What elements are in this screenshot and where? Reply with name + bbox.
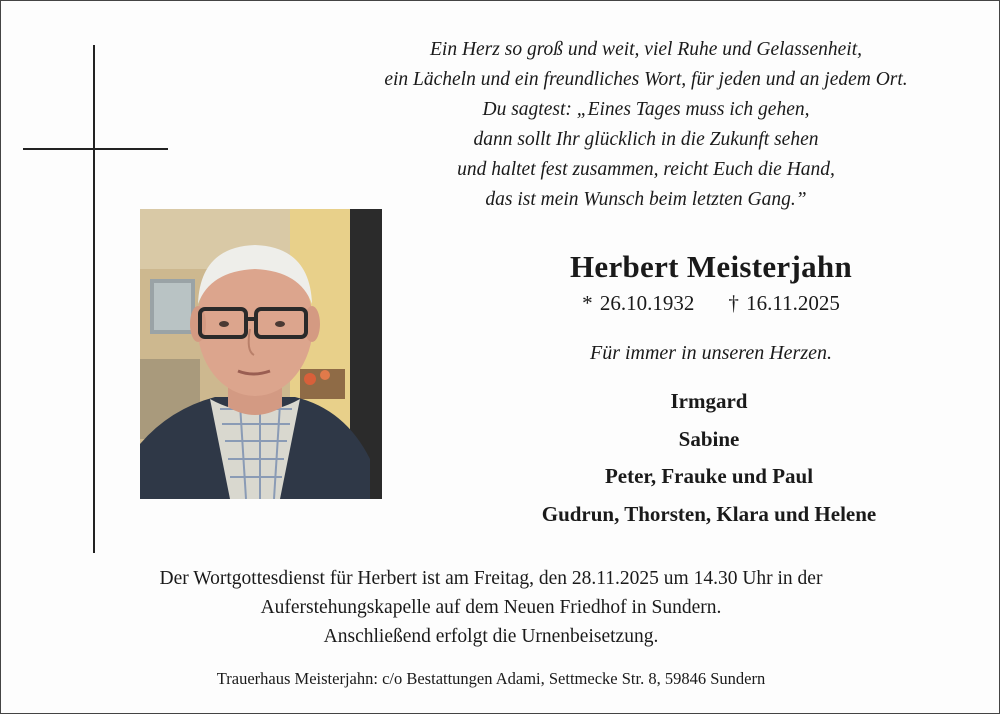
poem-line: dann sollt Ihr glücklich in die Zukunft sehen [473, 129, 819, 150]
life-dates [481, 291, 941, 316]
family-list [459, 383, 959, 533]
poem-line: Ein Herz so groß und weit, viel Ruhe und Gelassenheit, [429, 39, 862, 60]
poem [301, 35, 991, 215]
family-member: Irmgard [670, 389, 748, 413]
deceased-name: Herbert Meisterjahn [569, 249, 852, 284]
death-date: † 16.11.2025 [728, 291, 840, 315]
family-member: Gudrun, Thorsten, Klara und Helene [541, 501, 877, 526]
motto: Für immer in unseren Herzen. [589, 342, 832, 364]
portrait-photo [140, 209, 382, 499]
service-info [41, 564, 941, 651]
family-member: Sabine [678, 426, 740, 451]
poem-line: das ist mein Wunsch beim letzten Gang.” [485, 189, 807, 210]
birth-date: * 26.10.1932 [582, 291, 695, 315]
cross-horizontal-bar [23, 148, 168, 150]
service-line: Anschließend erfolgt die Urnenbeisetzung. [323, 626, 659, 647]
poem-line: und haltet fest zusammen, reicht Euch die Hand, [457, 159, 835, 180]
poem-line: ein Lächeln und ein freundliches Wort, für jeden und an jedem Ort. [384, 69, 908, 90]
service-line: Der Wortgottesdienst für Herbert ist am Freitag, den 28.11.2025 um 14.30 Uhr in der [159, 568, 823, 589]
family-member: Peter, Frauke und Paul [604, 464, 814, 488]
poem-line: Du sagtest: „Eines Tages muss ich gehen, [482, 99, 810, 120]
service-line: Auferstehungskapelle auf dem Neuen Friedhof in Sundern. [260, 597, 722, 618]
mourning-address: Trauerhaus Meisterjahn: c/o Bestattungen Adami, Settmecke Str. 8, 59846 Sundern [216, 669, 766, 688]
cross-vertical-bar [93, 45, 95, 553]
